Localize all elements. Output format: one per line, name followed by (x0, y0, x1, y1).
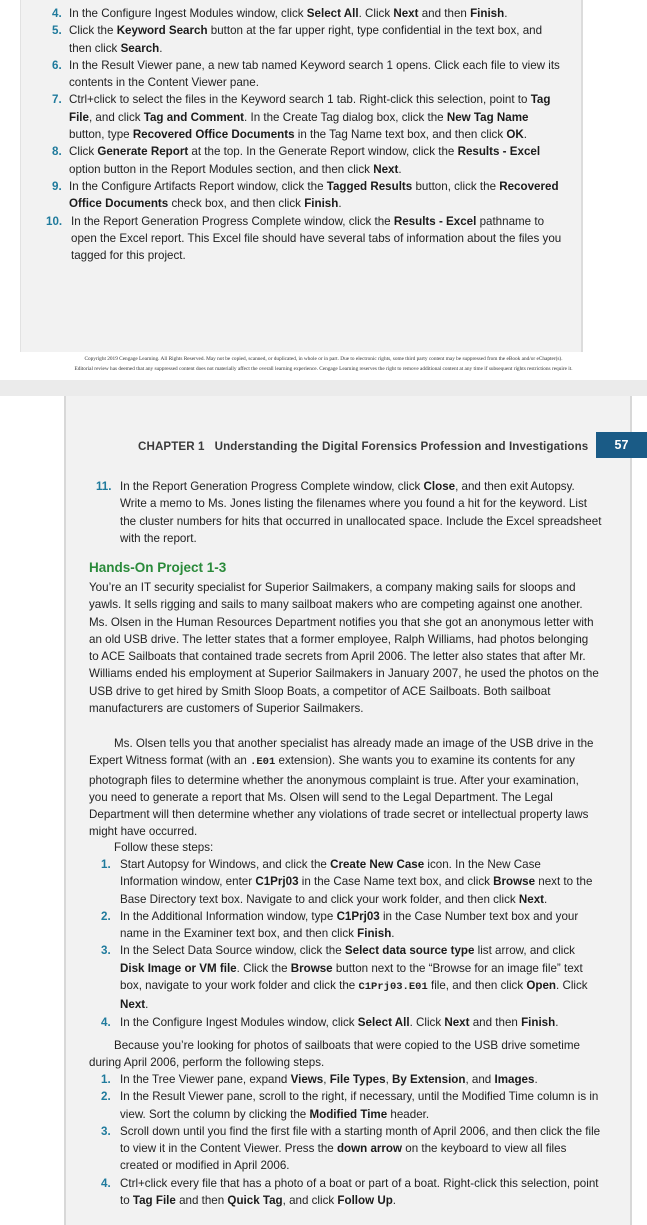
list-item: 1. In the Tree Viewer pane, expand Views, File Types, By Extension, and Images. (101, 1071, 601, 1088)
list-item: 6. In the Result Viewer pane, a new tab named Keyword search 1 opens. Click each file to view its contents in the Content Viewer pane. (52, 58, 560, 90)
bold-term: Finish (304, 197, 339, 211)
list-item: 4. In the Configure Ingest Modules window, click Select All. Click Next and then Finish. (52, 5, 566, 22)
top-step-list (46, 5, 566, 264)
bold-term: Next (120, 998, 146, 1012)
step-number: 2. (101, 909, 111, 923)
bold-term: New Tag Name (446, 110, 529, 124)
bold-term: Tag and Comment (143, 110, 245, 124)
list-item: 10. In the Report Generation Progress Complete window, click the Results - Excel pathname to open the Excel report. This Excel file should have several tabs of information about the files you tagged for this project. (46, 214, 562, 263)
bold-term: Search (120, 41, 160, 55)
chapter-title: Understanding the Digital Forensics Profession and Investigations (214, 440, 589, 453)
step-number: 1. (101, 1073, 111, 1086)
project-heading: Hands-On Project 1-3 (89, 560, 227, 575)
bold-term: Finish (521, 1015, 556, 1029)
intro-paragraph: You’re an IT security specialist for Superior Sailmakers, a company making sails for sloops and yawls. It sells rigging and sails to many sailboat makers who are competing against one another. Ms. Olsen in the Human Resources Department notifies you that she got an anonymous letter with an old USB drive. The letter states that a former employee, Ralph Williams, had photos belonging to ACE Sailboats that contained trade secrets from April 2006. The letter also states that after Mr. Williams ended his employment at Superior Sailmakers in January 2007, he used the photos on the USB drive to get hired by Smith Sloop Boats, a competitor of ACE Sailboats. Both sailboat manufacturers are customers of Superior Sailmakers. (89, 581, 599, 716)
bold-term: Close (423, 480, 456, 493)
step-number: 6. (52, 58, 62, 72)
step-number: 10. (46, 214, 63, 228)
bold-term: down arrow (336, 1142, 403, 1156)
list-item: 3. In the Select Data Source window, click the Select data source type list arrow, and click Disk Image or VM file. Click the Browse button next to the “Browse for an image file” text box, navigate to your work folder and click the C1Prj03.E01 file, and then click Open. Click Next. (101, 944, 588, 1012)
step-number: 2. (101, 1090, 111, 1104)
bold-term: Views (290, 1073, 324, 1086)
list-item: 5. Click the Keyword Search button at the far upper right, type confidential in the text box, and then click Search. (52, 24, 543, 55)
bold-term: Results - Excel (393, 214, 477, 228)
search-intro-paragraph: Because you’re looking for photos of sailboats that were copied to the USB drive sometime during April 2006, perform the following steps. (89, 1039, 580, 1070)
step-number: 3. (101, 1124, 111, 1138)
list-item: 2. In the Result Viewer pane, scroll to the right, if necessary, until the Modified Time column is in view. Sort the column by clicking the Modified Time header. (101, 1090, 599, 1121)
step-number: 1. (101, 858, 111, 871)
running-head (138, 440, 588, 453)
step-11-list (96, 478, 604, 547)
bold-term: C1Prj03 (255, 875, 299, 889)
bold-term: Create New Case (330, 858, 425, 871)
bold-term: Images (494, 1073, 535, 1086)
list-item: 2. In the Additional Information window, type C1Prj03 in the Case Number text box and your name in the Examiner text box, and then click Finish. (101, 909, 579, 941)
list-item: 9. In the Configure Artifacts Report window, click the Tagged Results button, click the Recovered Office Documents check box, and then click Finish. (52, 179, 559, 211)
bold-term: Next (393, 7, 419, 20)
bold-term: Recovered Office Documents (132, 128, 295, 142)
bold-term: Generate Report (97, 145, 189, 159)
list-item: 11. In the Report Generation Progress Complete window, click Close, and then exit Autopsy. Write a memo to Ms. Jones listing the filenames where you found a hit for the keyword. List the cluster numbers for hits that occurred in unallocated space. Include the Excel spreadsheet with the report. (96, 480, 602, 545)
step-number: 4. (101, 1176, 111, 1190)
list-item: 3. Scroll down until you find the first file with a starting month of April 2006, and then click the file to view it in the Content Viewer. Press the down arrow on the keyboard to view all files created or modified in April 2006. (101, 1124, 601, 1173)
step-number: 4. (52, 7, 62, 20)
filename-code: .E01 (250, 756, 276, 769)
search-step-list (101, 1071, 601, 1209)
bold-term: Browse (290, 961, 333, 975)
step-number: 9. (52, 179, 62, 193)
bold-term: Results - Excel (457, 145, 541, 159)
follow-steps-text: Follow these steps: (114, 841, 214, 854)
bold-term: Browse (493, 875, 536, 889)
step-number: 7. (52, 93, 62, 107)
step-number: 8. (52, 145, 62, 159)
bold-term: Modified Time (309, 1107, 388, 1121)
list-item: 4. Ctrl+click every file that has a photo of a boat or part of a boat. Right-click this selection, point to Tag File and then Quick Tag, and click Follow Up. (101, 1176, 599, 1208)
bold-term: Tag File (132, 1194, 176, 1208)
bold-term: Next (373, 162, 399, 176)
bold-term: Keyword Search (116, 24, 208, 38)
bold-term: Quick Tag (227, 1194, 283, 1208)
bold-term: Finish (357, 927, 392, 941)
bold-term: Follow Up (337, 1194, 393, 1208)
bold-term: C1Prj03 (336, 909, 380, 923)
bold-term: Finish (470, 7, 505, 20)
bold-term: Open (526, 979, 557, 993)
list-item: 4. In the Configure Ingest Modules window, click Select All. Click Next and then Finish. (101, 1014, 601, 1031)
bold-term: File Types (329, 1073, 386, 1086)
step-number: 4. (101, 1015, 111, 1029)
bold-term: Recovered Office Documents (69, 179, 559, 211)
list-item: 1. Start Autopsy for Windows, and click the Create New Case icon. In the New Case Information window, enter C1Prj03 in the Case Name text box, and click Browse next to the Base Directory text box. Navigate to and click your work folder, and then click Next. (101, 858, 593, 906)
chapter-label: CHAPTER 1 (138, 440, 205, 453)
filename-code: C1Prj03.E01 (358, 981, 428, 994)
step-number: 5. (52, 24, 62, 38)
copyright-line-2: Editorial review has deemed that any suppressed content does not materially affect the overall learning experience. Cengage Learning reserves the right to remove additional content at any time if subsequent rights restrictions require it. (74, 366, 573, 372)
bold-term: Next (444, 1015, 470, 1029)
bold-term: Tagged Results (326, 179, 413, 193)
step-number: 11. (96, 480, 112, 493)
bold-term: Disk Image or VM file (120, 961, 237, 975)
list-item: 8. Click Generate Report at the top. In the Generate Report window, click the Results - Excel option button in the Report Modules section, and then click Next. (52, 145, 541, 176)
setup-step-list (101, 856, 601, 1031)
bold-term: Select data source type (344, 944, 475, 958)
page-number-tab: 57 (596, 432, 647, 458)
bold-term: Select All (357, 1015, 410, 1029)
bold-term: Tag File (69, 93, 551, 124)
copyright-line-1: Copyright 2019 Cengage Learning. All Rights Reserved. May not be copied, scanned, or duplicated, in whole or in part. Due to electronic rights, some third party content may be suppressed from the eBook and/or eChapter(s). (84, 356, 563, 362)
list-item: 7. Ctrl+click to select the files in the Keyword search 1 tab. Right-click this selection, point to Tag File, and click Tag and Comment. In the Create Tag dialog box, click the New Tag Name button, type Recovered Office Documents in the Tag Name text box, and then click OK. (52, 93, 551, 142)
bold-term: OK (506, 128, 524, 142)
bold-term: Next (518, 892, 545, 906)
bold-term: Select All (306, 7, 359, 20)
step-number: 3. (101, 944, 111, 958)
bold-term: By Extension (392, 1073, 466, 1086)
instructions-paragraph: Ms. Olsen tells you that another specialist has already made an image of the USB drive in the Expert Witness format (with an .E01 extension). She wants you to examine its contents for any photograph files to determine whether the anonymous complaint is true. After your examination, you need to generate a report that Ms. Olsen will send to the Legal Department. The Legal Department will then determine whether any violations of trade secret or intellectual property laws might have occurred. (89, 737, 594, 839)
page-gap (0, 380, 647, 396)
